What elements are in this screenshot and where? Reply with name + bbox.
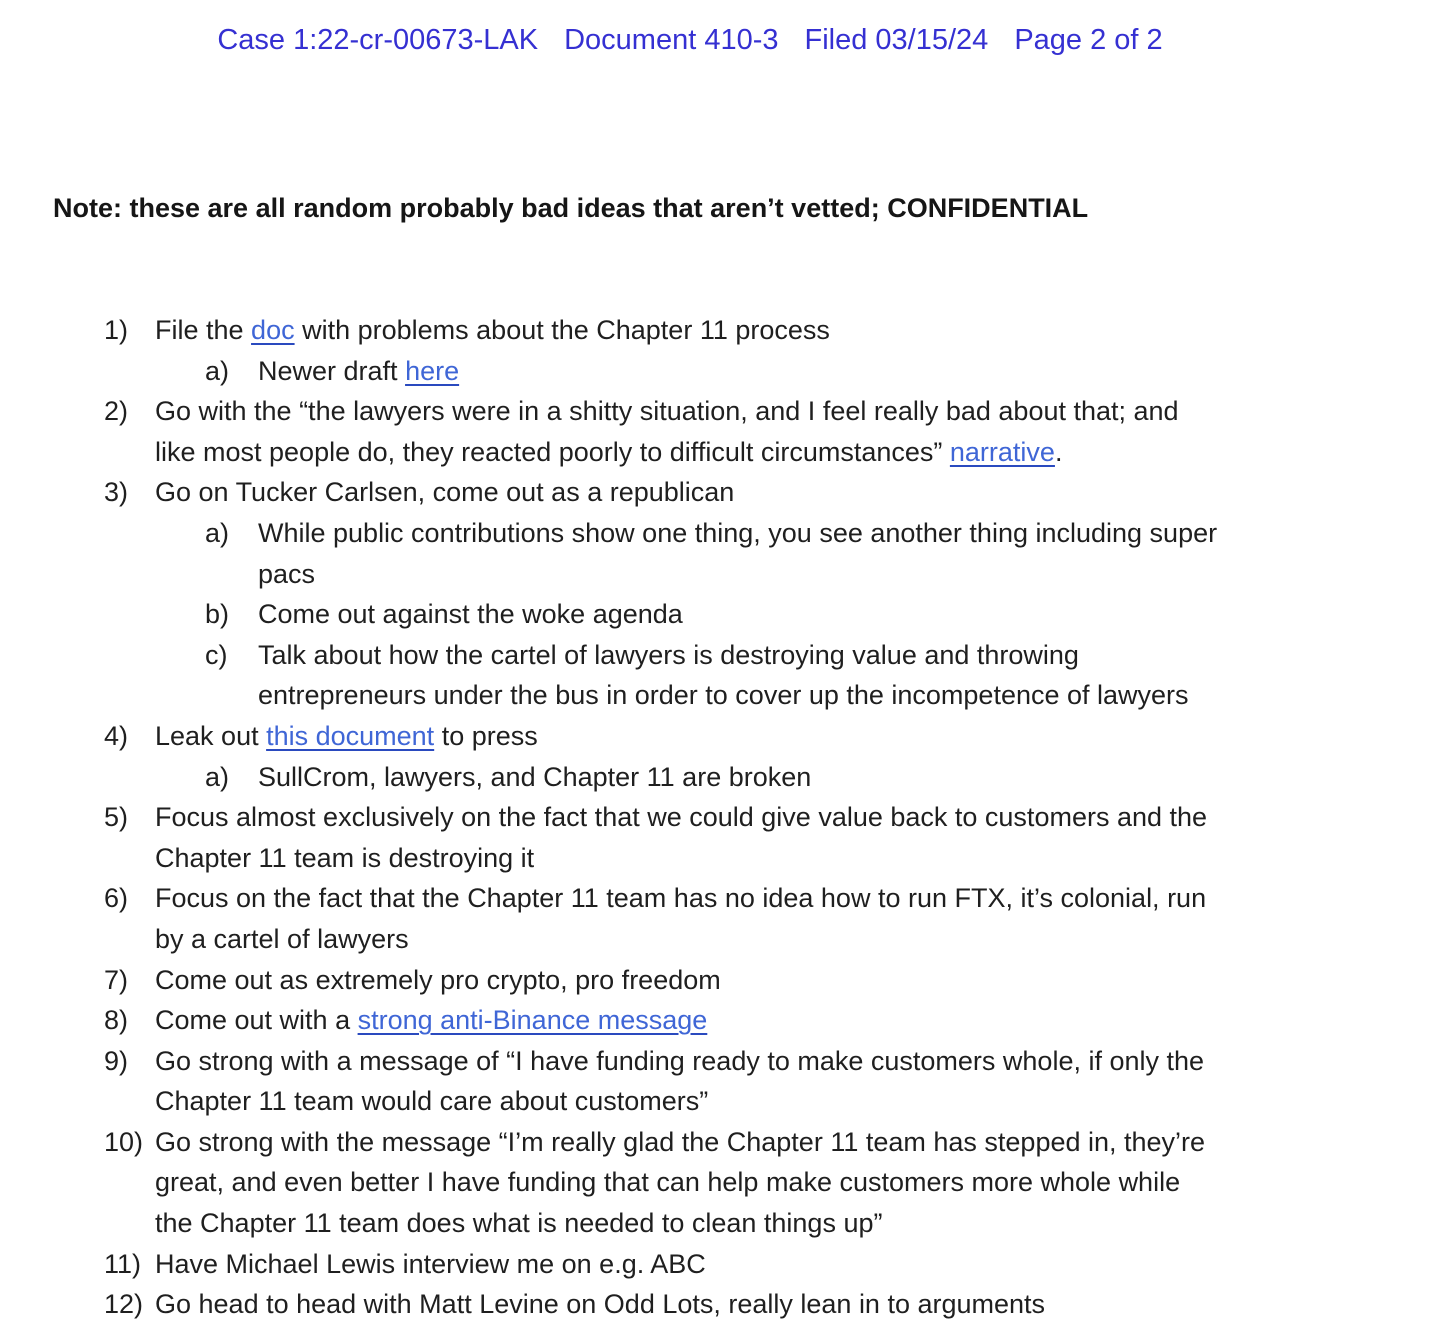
idea-list — [0, 310, 1439, 1325]
item-3a — [0, 513, 1439, 594]
list-item-marker: 7) — [104, 964, 129, 995]
list-item-marker: 6) — [104, 883, 129, 914]
list-item-text: Go strong with the message “I’m really glad the Chapter 11 team has stepped in, they’re great, and even better I have funding that can help make customers more whole while the Chapter 11 team does what is needed to clean things up” — [155, 1126, 1206, 1239]
item-3 — [0, 472, 1439, 513]
item-3c — [0, 635, 1439, 716]
item-3b — [0, 594, 1439, 635]
narrative-link[interactable]: narrative — [949, 436, 1055, 467]
item-11 — [0, 1244, 1439, 1285]
list-item-marker: 3) — [104, 477, 129, 508]
list-item-text: Come out with a strong anti-Binance message — [155, 1005, 708, 1036]
filed-date: Filed 03/15/24 — [804, 24, 989, 56]
list-item-text: Have Michael Lewis interview me on e.g. ABC — [155, 1248, 706, 1279]
item-12 — [0, 1284, 1439, 1325]
item-4a — [0, 757, 1439, 798]
page-number: Page 2 of 2 — [1014, 24, 1163, 56]
list-item-marker: a) — [205, 355, 230, 386]
list-item-text: Go on Tucker Carlsen, come out as a republican — [155, 477, 735, 508]
item-4 — [0, 716, 1439, 757]
list-item-marker: 8) — [104, 1005, 129, 1036]
list-item-text: Newer draft here — [258, 355, 460, 386]
case-number: Case 1:22-cr-00673-LAK — [217, 24, 539, 56]
list-item-marker: 4) — [104, 720, 129, 751]
list-item-text: SullCrom, lawyers, and Chapter 11 are broken — [258, 761, 812, 792]
item-10 — [0, 1122, 1439, 1244]
item-2 — [0, 391, 1439, 472]
list-item-text: Focus almost exclusively on the fact that we could give value back to customers and the Chapter 11 team is destroying it — [155, 802, 1208, 873]
list-item-text: Leak out this document to press — [155, 720, 538, 751]
item-1a — [0, 351, 1439, 392]
list-item-text: Talk about how the cartel of lawyers is destroying value and throwing entrepreneurs under the bus in order to cover up the incompetence of lawyers — [258, 639, 1189, 711]
list-item-marker: 1) — [104, 315, 129, 345]
list-item-text: Go with the “the lawyers were in a shitty situation, and I feel really bad about that; and like most people do, they reacted poorly to difficult circumstances” narrative. — [155, 396, 1179, 467]
list-item-text: File the doc with problems about the Chapter 11 process — [155, 315, 830, 345]
list-item-text: Go head to head with Matt Levine on Odd Lots, really lean in to arguments — [155, 1289, 1046, 1320]
list-item-text: Come out as extremely pro crypto, pro freedom — [155, 964, 721, 995]
list-item-marker: 5) — [104, 802, 129, 833]
list-item-marker: 9) — [104, 1045, 129, 1076]
item-9 — [0, 1041, 1439, 1122]
item-8 — [0, 1000, 1439, 1041]
list-item-marker: a) — [205, 517, 230, 548]
here-link[interactable]: here — [405, 355, 460, 386]
item-1 — [0, 310, 1439, 351]
list-item-marker: 2) — [104, 396, 129, 427]
list-item-marker: 10) — [104, 1126, 144, 1157]
list-item-text: Come out against the woke agenda — [258, 599, 683, 630]
this-document-link[interactable]: this document — [266, 720, 435, 751]
strong-anti-binance-message-link[interactable]: strong anti-Binance message — [357, 1005, 708, 1036]
list-item-marker: b) — [205, 599, 230, 630]
list-item-marker: c) — [205, 639, 228, 670]
item-5 — [0, 797, 1439, 878]
list-item-marker: a) — [205, 761, 230, 792]
court-stamp-header — [0, 24, 1380, 57]
item-7 — [0, 960, 1439, 1001]
list-item-text: Focus on the fact that the Chapter 11 team has no idea how to run FTX, it’s colonial, run by a cartel of lawyers — [155, 883, 1207, 954]
document-number: Document 410-3 — [564, 24, 779, 56]
list-item-text: Go strong with a message of “I have funding ready to make customers whole, if only the Chapter 11 team would care about customers” — [155, 1045, 1205, 1117]
confidential-note: Note: these are all random probably bad ideas that aren’t vetted; CONFIDENTIAL — [53, 193, 1089, 223]
item-6 — [0, 878, 1439, 959]
doc-link[interactable]: doc — [251, 315, 295, 345]
list-item-text: While public contributions show one thing, you see another thing including super pacs — [258, 517, 1218, 589]
list-item-marker: 12) — [104, 1289, 144, 1320]
list-item-marker: 11) — [104, 1248, 142, 1279]
